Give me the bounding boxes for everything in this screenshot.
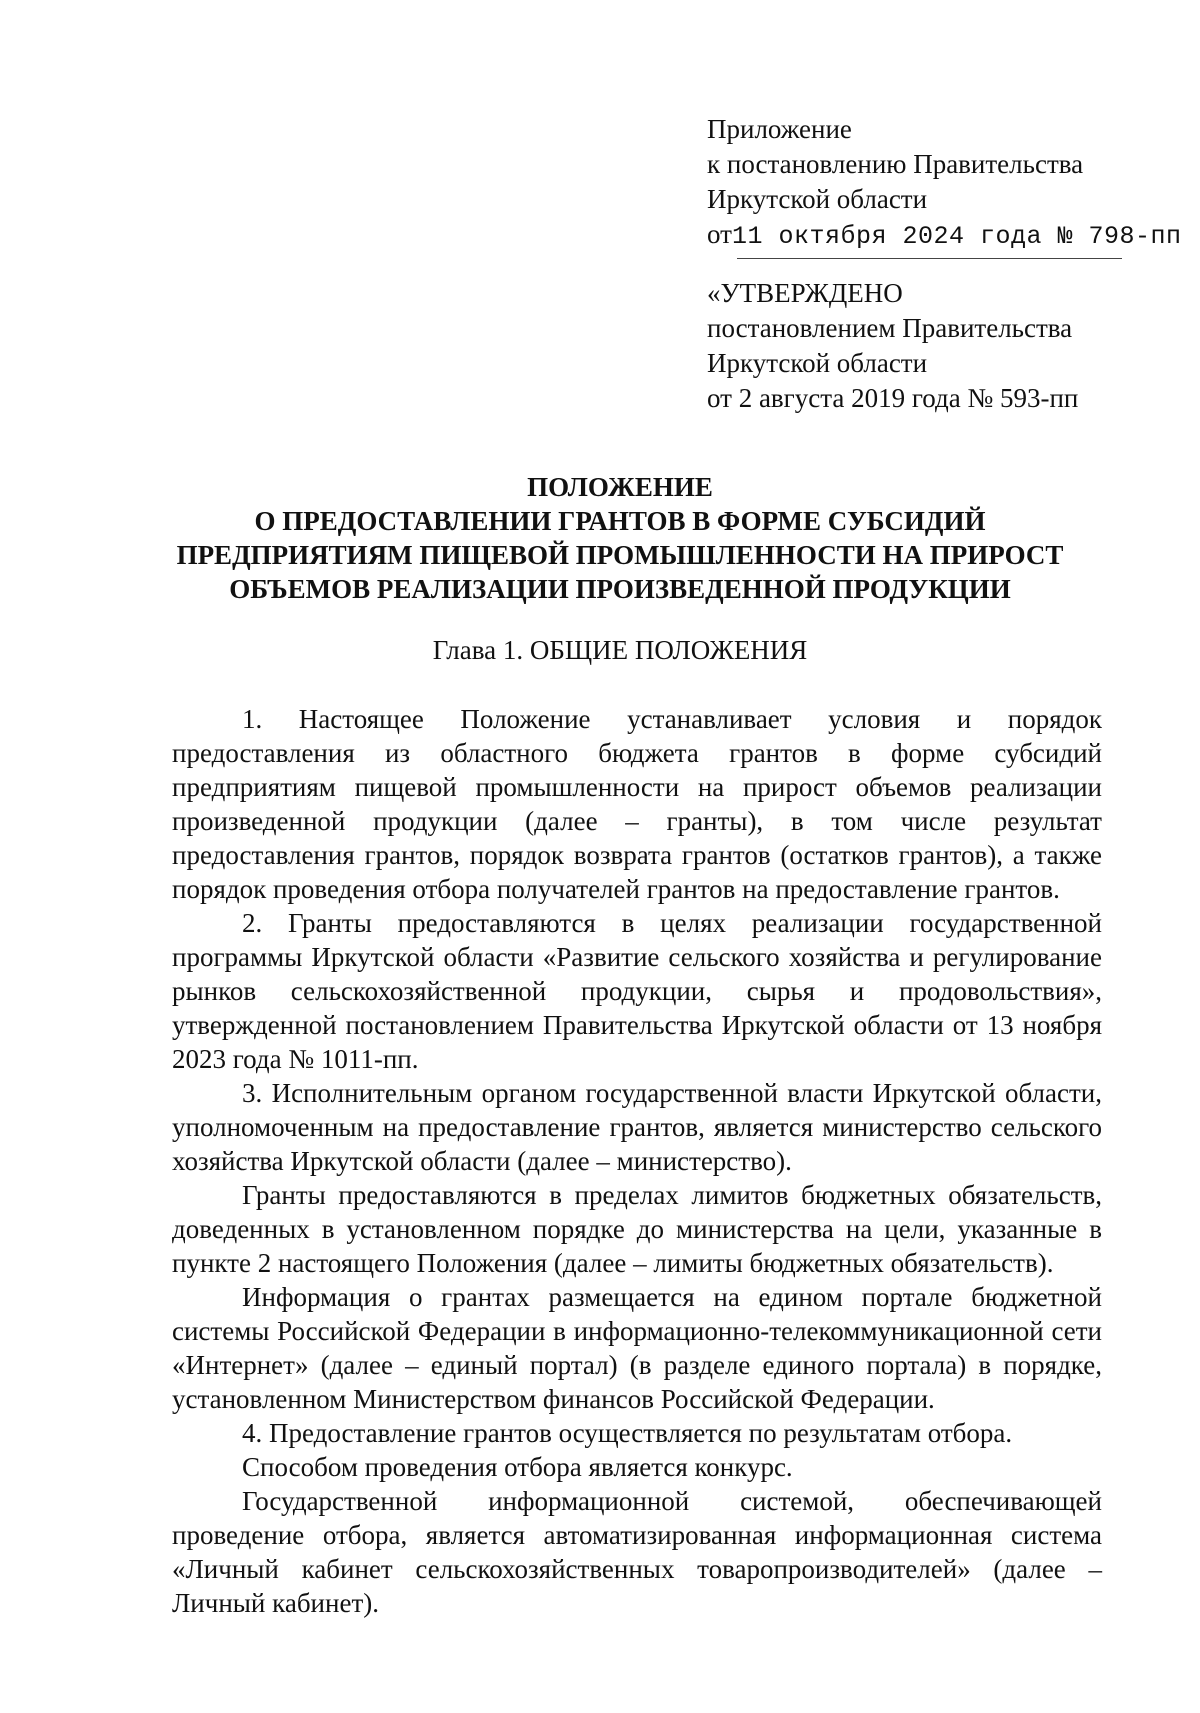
approved-line-4: от 2 августа 2019 года № 593-пп <box>707 383 1079 413</box>
appendix-date-value: 11 октября 2024 года № 798-пп <box>731 222 1182 251</box>
appendix-line-1: Приложение <box>707 114 852 144</box>
appendix-block <box>707 112 1182 254</box>
appendix-line-3: Иркутской области <box>707 184 928 214</box>
approved-line-3: Иркутской области <box>707 348 928 378</box>
approved-line-2: постановлением Правительства <box>707 313 1073 343</box>
document-body <box>172 702 1102 1620</box>
title-line-3: ПРЕДПРИЯТИЯМ ПИЩЕВОЙ ПРОМЫШЛЕННОСТИ НА ПРИРОСТ <box>176 540 1064 570</box>
paragraph: 4. Предоставление грантов осуществляется по результатам отбора. <box>242 1418 1013 1448</box>
chapter-heading: Глава 1. ОБЩИЕ ПОЛОЖЕНИЯ <box>432 635 808 665</box>
appendix-date-line <box>707 217 1182 254</box>
paragraph: Государственной информационной системой, обеспечивающей проведение отбора, является автоматизированная информационная система «Личный кабинет сельскохозяйственных товаропроизводителей» (далее – Личный кабинет). <box>172 1486 1102 1618</box>
paragraph: Способом проведения отбора является конкурс. <box>242 1452 793 1482</box>
approved-block <box>707 276 1177 416</box>
title-line-1: ПОЛОЖЕНИЕ <box>527 472 713 502</box>
title-line-4: ОБЪЕМОВ РЕАЛИЗАЦИИ ПРОИЗВЕДЕННОЙ ПРОДУКЦИИ <box>229 574 1011 604</box>
title-line-2: О ПРЕДОСТАВЛЕНИИ ГРАНТОВ В ФОРМЕ СУБСИДИЙ <box>254 506 986 536</box>
paragraph: 1. Настоящее Положение устанавливает условия и порядок предоставления из областного бюджета грантов в форме субсидий предприятиям пищевой промышленности на прирост объемов реализации произведенной продукции (далее – гранты), в том числе результат предоставления грантов, порядок возврата грантов (остатков грантов), а также порядок проведения отбора получателей грантов на предоставление грантов. <box>172 704 1102 904</box>
paragraph: Гранты предоставляются в пределах лимитов бюджетных обязательств, доведенных в установленном порядке до министерства на цели, указанные в пункте 2 настоящего Положения (далее – лимиты бюджетных обязательств). <box>172 1180 1102 1278</box>
appendix-line-2: к постановлению Правительства <box>707 149 1084 179</box>
document-title <box>120 470 1120 606</box>
date-underline <box>737 258 1122 259</box>
paragraph: 2. Гранты предоставляются в целях реализации государственной программы Иркутской области «Развитие сельского хозяйства и регулирование рынков сельскохозяйственной продукции, сырья и продовольствия», утвержденной постановлением Правительства Иркутской области от 13 ноября 2023 года № 1011-пп. <box>172 908 1102 1074</box>
approved-line-1: «УТВЕРЖДЕНО <box>707 278 903 308</box>
paragraph: Информация о грантах размещается на едином портале бюджетной системы Российской Федерации в информационно-телекоммуникационной сети «Интернет» (далее – единый портал) (в разделе единого портала) в порядке, установленном Министерством финансов Российской Федерации. <box>172 1282 1102 1414</box>
paragraph: 3. Исполнительным органом государственной власти Иркутской области, уполномоченным на предоставление грантов, является министерство сельского хозяйства Иркутской области (далее – министерство). <box>172 1078 1102 1176</box>
appendix-date-prefix: от <box>707 219 732 249</box>
